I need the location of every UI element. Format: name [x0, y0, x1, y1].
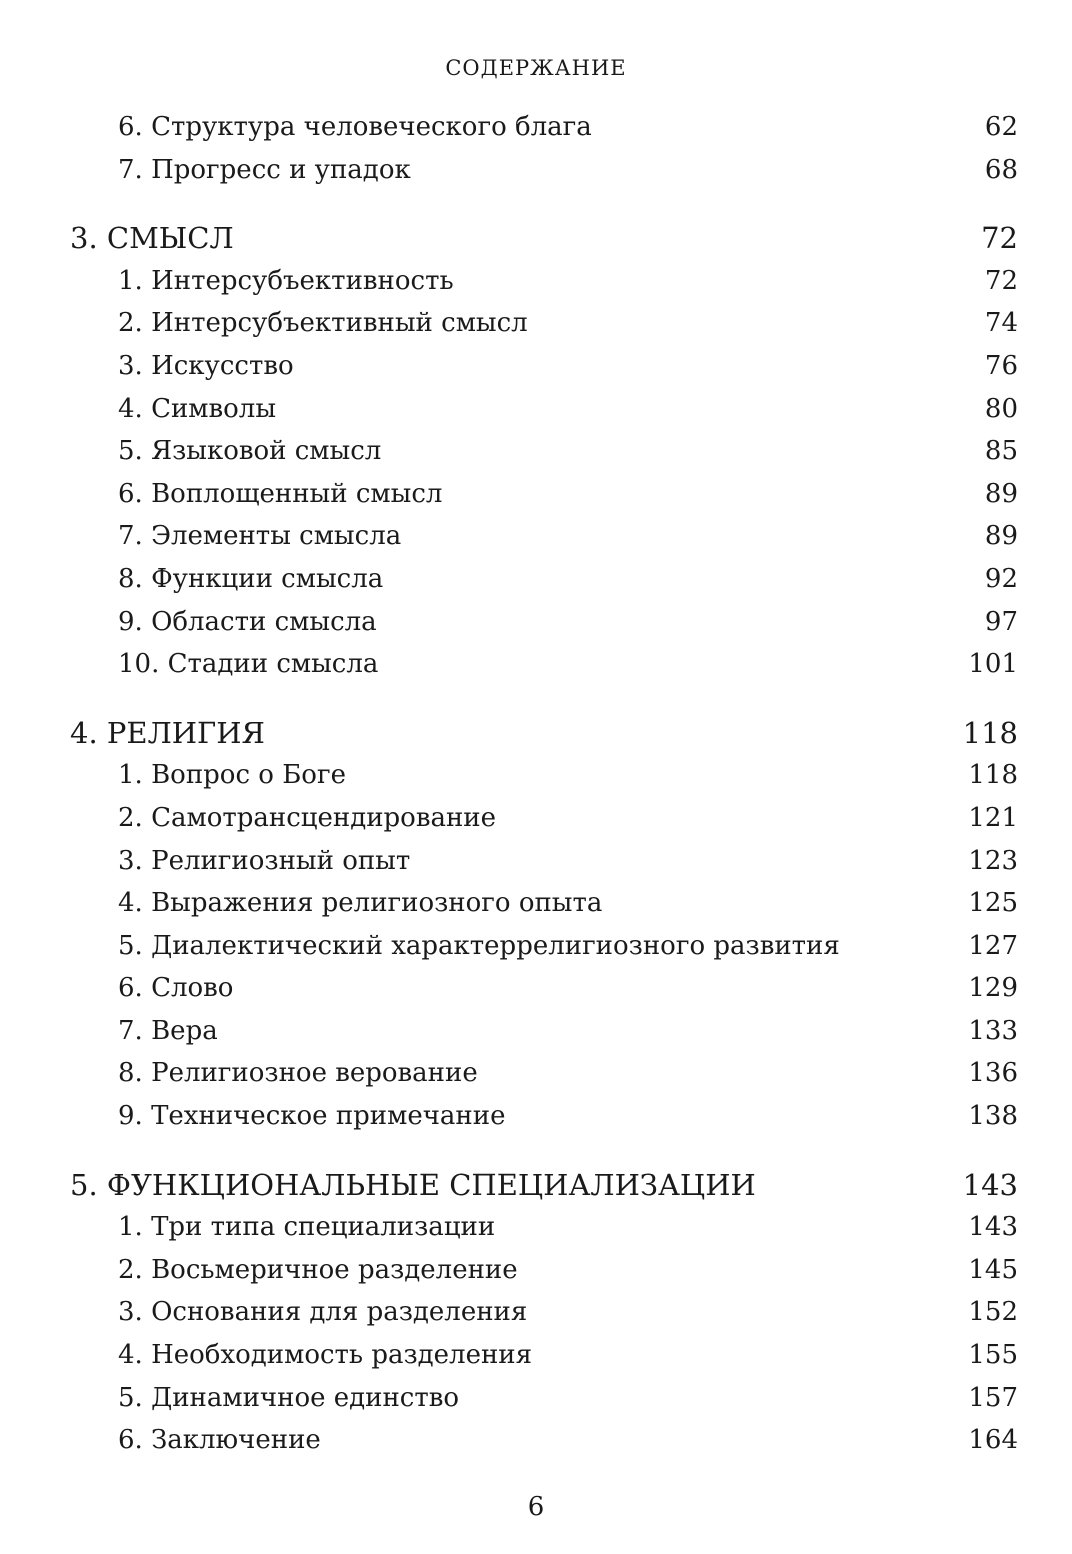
section-page-number: 121 [968, 802, 1018, 833]
chapter-title: 5. ФУНКЦИОНАЛЬНЫЕ СПЕЦИАЛИЗАЦИИ [70, 1167, 756, 1202]
toc-section-entry [70, 797, 1018, 840]
section-spacer [70, 686, 1018, 712]
section-page-number: 89 [984, 478, 1018, 509]
section-page-number: 127 [968, 930, 1018, 961]
table-of-contents [70, 106, 1018, 1462]
section-title: 10. Стадии смысла [118, 649, 379, 680]
toc-section-entry [70, 754, 1018, 797]
toc-section-entry [70, 882, 1018, 925]
section-page-number: 129 [968, 973, 1018, 1004]
toc-section-entry [70, 1377, 1018, 1420]
section-title: 5. Динамичное единство [118, 1382, 460, 1413]
toc-chapter-entry [70, 712, 1018, 755]
toc-section-entry [70, 1095, 1018, 1138]
section-title: 1. Вопрос о Боге [118, 760, 346, 791]
section-page-number: 89 [984, 521, 1018, 552]
toc-section-entry [70, 643, 1018, 686]
section-title: 9. Техническое примечание [118, 1101, 506, 1132]
section-page-number: 72 [984, 265, 1018, 296]
section-page-number: 80 [984, 393, 1018, 424]
section-title: 4. Символы [118, 393, 277, 424]
section-page-number: 101 [968, 649, 1018, 680]
toc-section-entry [70, 1291, 1018, 1334]
section-page-number: 157 [968, 1382, 1018, 1413]
toc-section-entry [70, 1206, 1018, 1249]
section-title: 3. Основания для разделения [118, 1297, 528, 1328]
toc-section-entry [70, 260, 1018, 303]
section-title: 3. Искусство [118, 350, 294, 381]
section-page-number: 136 [968, 1058, 1018, 1089]
toc-section-entry [70, 302, 1018, 345]
section-title: 7. Элементы смысла [118, 521, 402, 552]
section-page-number: 97 [984, 606, 1018, 637]
section-page-number: 92 [984, 563, 1018, 594]
toc-section-entry [70, 1419, 1018, 1462]
toc-section-entry [70, 106, 1018, 149]
section-title: 1. Три типа специализации [118, 1212, 496, 1243]
section-title: 7. Прогресс и упадок [118, 154, 411, 185]
section-page-number: 76 [984, 350, 1018, 381]
toc-section-entry [70, 558, 1018, 601]
running-head: СОДЕРЖАНИЕ [445, 56, 627, 80]
section-page-number: 164 [968, 1425, 1018, 1456]
section-title: 6. Заключение [118, 1425, 321, 1456]
section-page-number: 68 [984, 154, 1018, 185]
toc-section-entry [70, 967, 1018, 1010]
section-title: 8. Религиозное верование [118, 1058, 478, 1089]
toc-section-entry [70, 149, 1018, 192]
section-page-number: 133 [968, 1015, 1018, 1046]
toc-section-entry [70, 388, 1018, 431]
section-page-number: 74 [984, 308, 1018, 339]
section-title: 7. Вера [118, 1015, 218, 1046]
chapter-page-number: 72 [981, 221, 1018, 256]
section-title: 8. Функции смысла [118, 563, 384, 594]
chapter-title: 3. СМЫСЛ [70, 221, 234, 256]
chapter-page-number: 118 [962, 715, 1018, 750]
toc-section-entry [70, 473, 1018, 516]
toc-section-entry [70, 1334, 1018, 1377]
section-page-number: 155 [968, 1340, 1018, 1371]
section-page-number: 125 [968, 888, 1018, 919]
section-page-number: 145 [968, 1254, 1018, 1285]
toc-section-entry [70, 1052, 1018, 1095]
section-page-number: 138 [968, 1101, 1018, 1132]
page-number: 6 [527, 1492, 545, 1522]
toc-section-entry [70, 430, 1018, 473]
section-title: 6. Структура человеческого блага [118, 112, 592, 142]
section-page-number: 152 [968, 1297, 1018, 1328]
section-page-number: 123 [968, 845, 1018, 876]
toc-section-entry [70, 840, 1018, 883]
chapter-title: 4. РЕЛИГИЯ [70, 715, 265, 750]
section-page-number: 118 [968, 760, 1018, 791]
section-spacer [70, 1138, 1018, 1164]
section-title: 3. Религиозный опыт [118, 845, 411, 876]
section-title: 2. Интерсубъективный смысл [118, 308, 528, 339]
toc-section-entry [70, 1249, 1018, 1292]
section-page-number: 85 [984, 436, 1018, 467]
toc-chapter-entry [70, 1164, 1018, 1207]
section-title: 2. Восьмеричное разделение [118, 1254, 518, 1285]
section-page-number: 143 [968, 1212, 1018, 1243]
section-title: 9. Области смысла [118, 606, 377, 637]
toc-chapter-entry [70, 217, 1018, 260]
section-title: 5. Диалектический характеррелигиозного развития [118, 930, 840, 961]
toc-section-entry [70, 345, 1018, 388]
section-title: 6. Слово [118, 973, 234, 1004]
section-title: 5. Языковой смысл [118, 436, 382, 467]
toc-section-entry [70, 515, 1018, 558]
toc-section-entry [70, 925, 1018, 968]
chapter-page-number: 143 [962, 1167, 1018, 1202]
section-title: 1. Интерсубъективность [118, 265, 454, 296]
section-title: 2. Самотрансцендирование [118, 802, 497, 833]
toc-section-entry [70, 601, 1018, 644]
section-title: 6. Воплощенный смысл [118, 478, 443, 509]
section-title: 4. Выражения религиозного опыта [118, 888, 603, 919]
section-title: 4. Необходимость разделения [118, 1340, 533, 1371]
section-page-number: 62 [984, 112, 1018, 142]
section-spacer [70, 191, 1018, 217]
toc-section-entry [70, 1010, 1018, 1053]
